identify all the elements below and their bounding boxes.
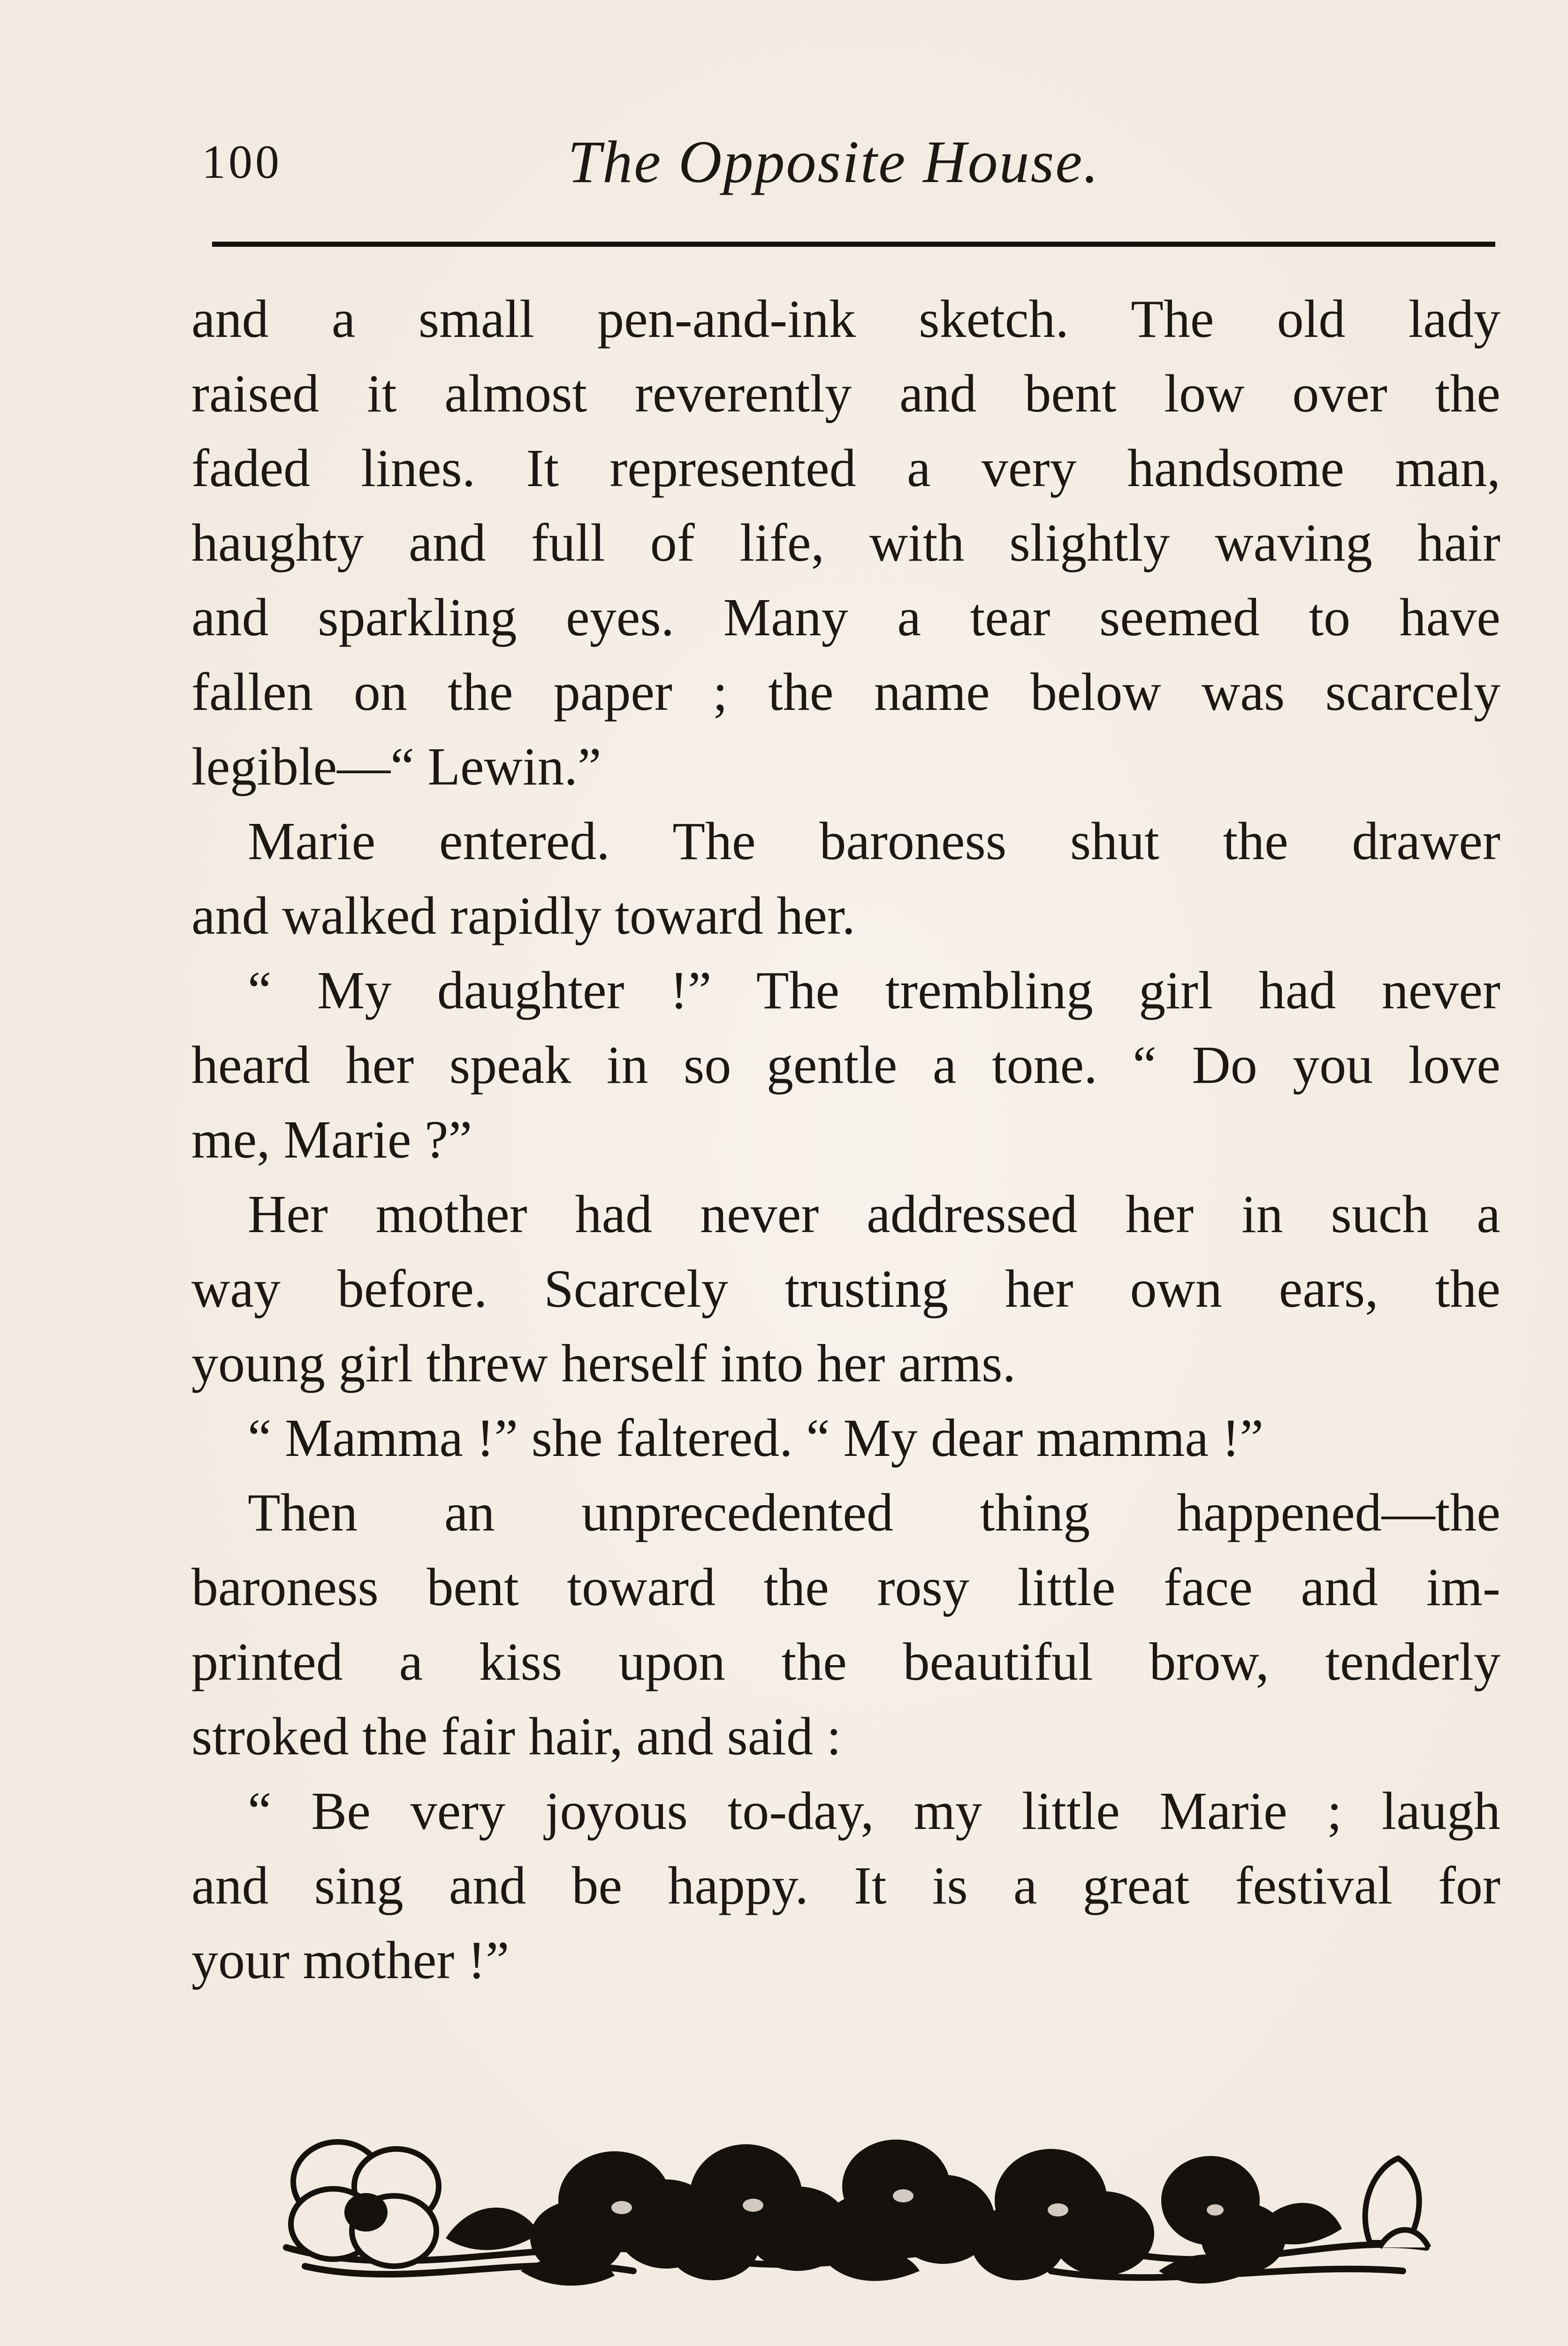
text-line: me, Marie ?” — [191, 1110, 472, 1169]
text-line: haughty and full of life, with slightly waving hair — [191, 513, 1500, 572]
text-line: “ Mamma !” she faltered. “ My dear mamma !” — [248, 1408, 1264, 1468]
text-line: fallen on the paper ; the name below was scarcely — [191, 662, 1500, 722]
text-line: “ My daughter !” The trembling girl had never — [248, 960, 1500, 1020]
text-line: Then an unprecedented thing happened—the — [248, 1483, 1500, 1542]
text-line: printed a kiss upon the beautiful brow, tenderly — [191, 1632, 1500, 1691]
text-line: and walked rapidly toward her. — [191, 886, 856, 945]
text-line: way before. Scarcely trusting her own ears, the — [191, 1259, 1500, 1318]
text-line: baroness bent toward the rosy little face and im- — [191, 1557, 1500, 1617]
text-line: stroked the fair hair, and said : — [191, 1706, 842, 1766]
header-rule — [212, 242, 1495, 247]
text-line: faded lines. It represented a very handsome man, — [191, 438, 1500, 498]
text-line: and a small pen-and-ink sketch. The old lady — [191, 289, 1500, 349]
text-line: and sparkling eyes. Many a tear seemed to have — [191, 587, 1500, 647]
body-text — [191, 282, 1500, 1997]
text-line: heard her speak in so gentle a tone. “ Do you love — [191, 1035, 1500, 1095]
text-line: raised it almost reverently and bent low over the — [191, 364, 1500, 423]
book-title: The Opposite House. — [568, 129, 1100, 195]
running-head — [197, 124, 1501, 199]
pansy-vine-tailpiece-icon — [277, 2130, 1436, 2299]
text-line: “ Be very joyous to-day, my little Marie ; laugh — [248, 1781, 1500, 1841]
page-number: 100 — [202, 136, 282, 189]
text-line: your mother !” — [191, 1930, 510, 1990]
text-line: legible—“ Lewin.” — [191, 737, 601, 796]
text-line: and sing and be happy. It is a great festival for — [191, 1856, 1500, 1915]
text-line: young girl threw herself into her arms. — [191, 1333, 1016, 1393]
text-line: Her mother had never addressed her in such a — [248, 1184, 1500, 1244]
text-line: Marie entered. The baroness shut the drawer — [248, 811, 1500, 871]
